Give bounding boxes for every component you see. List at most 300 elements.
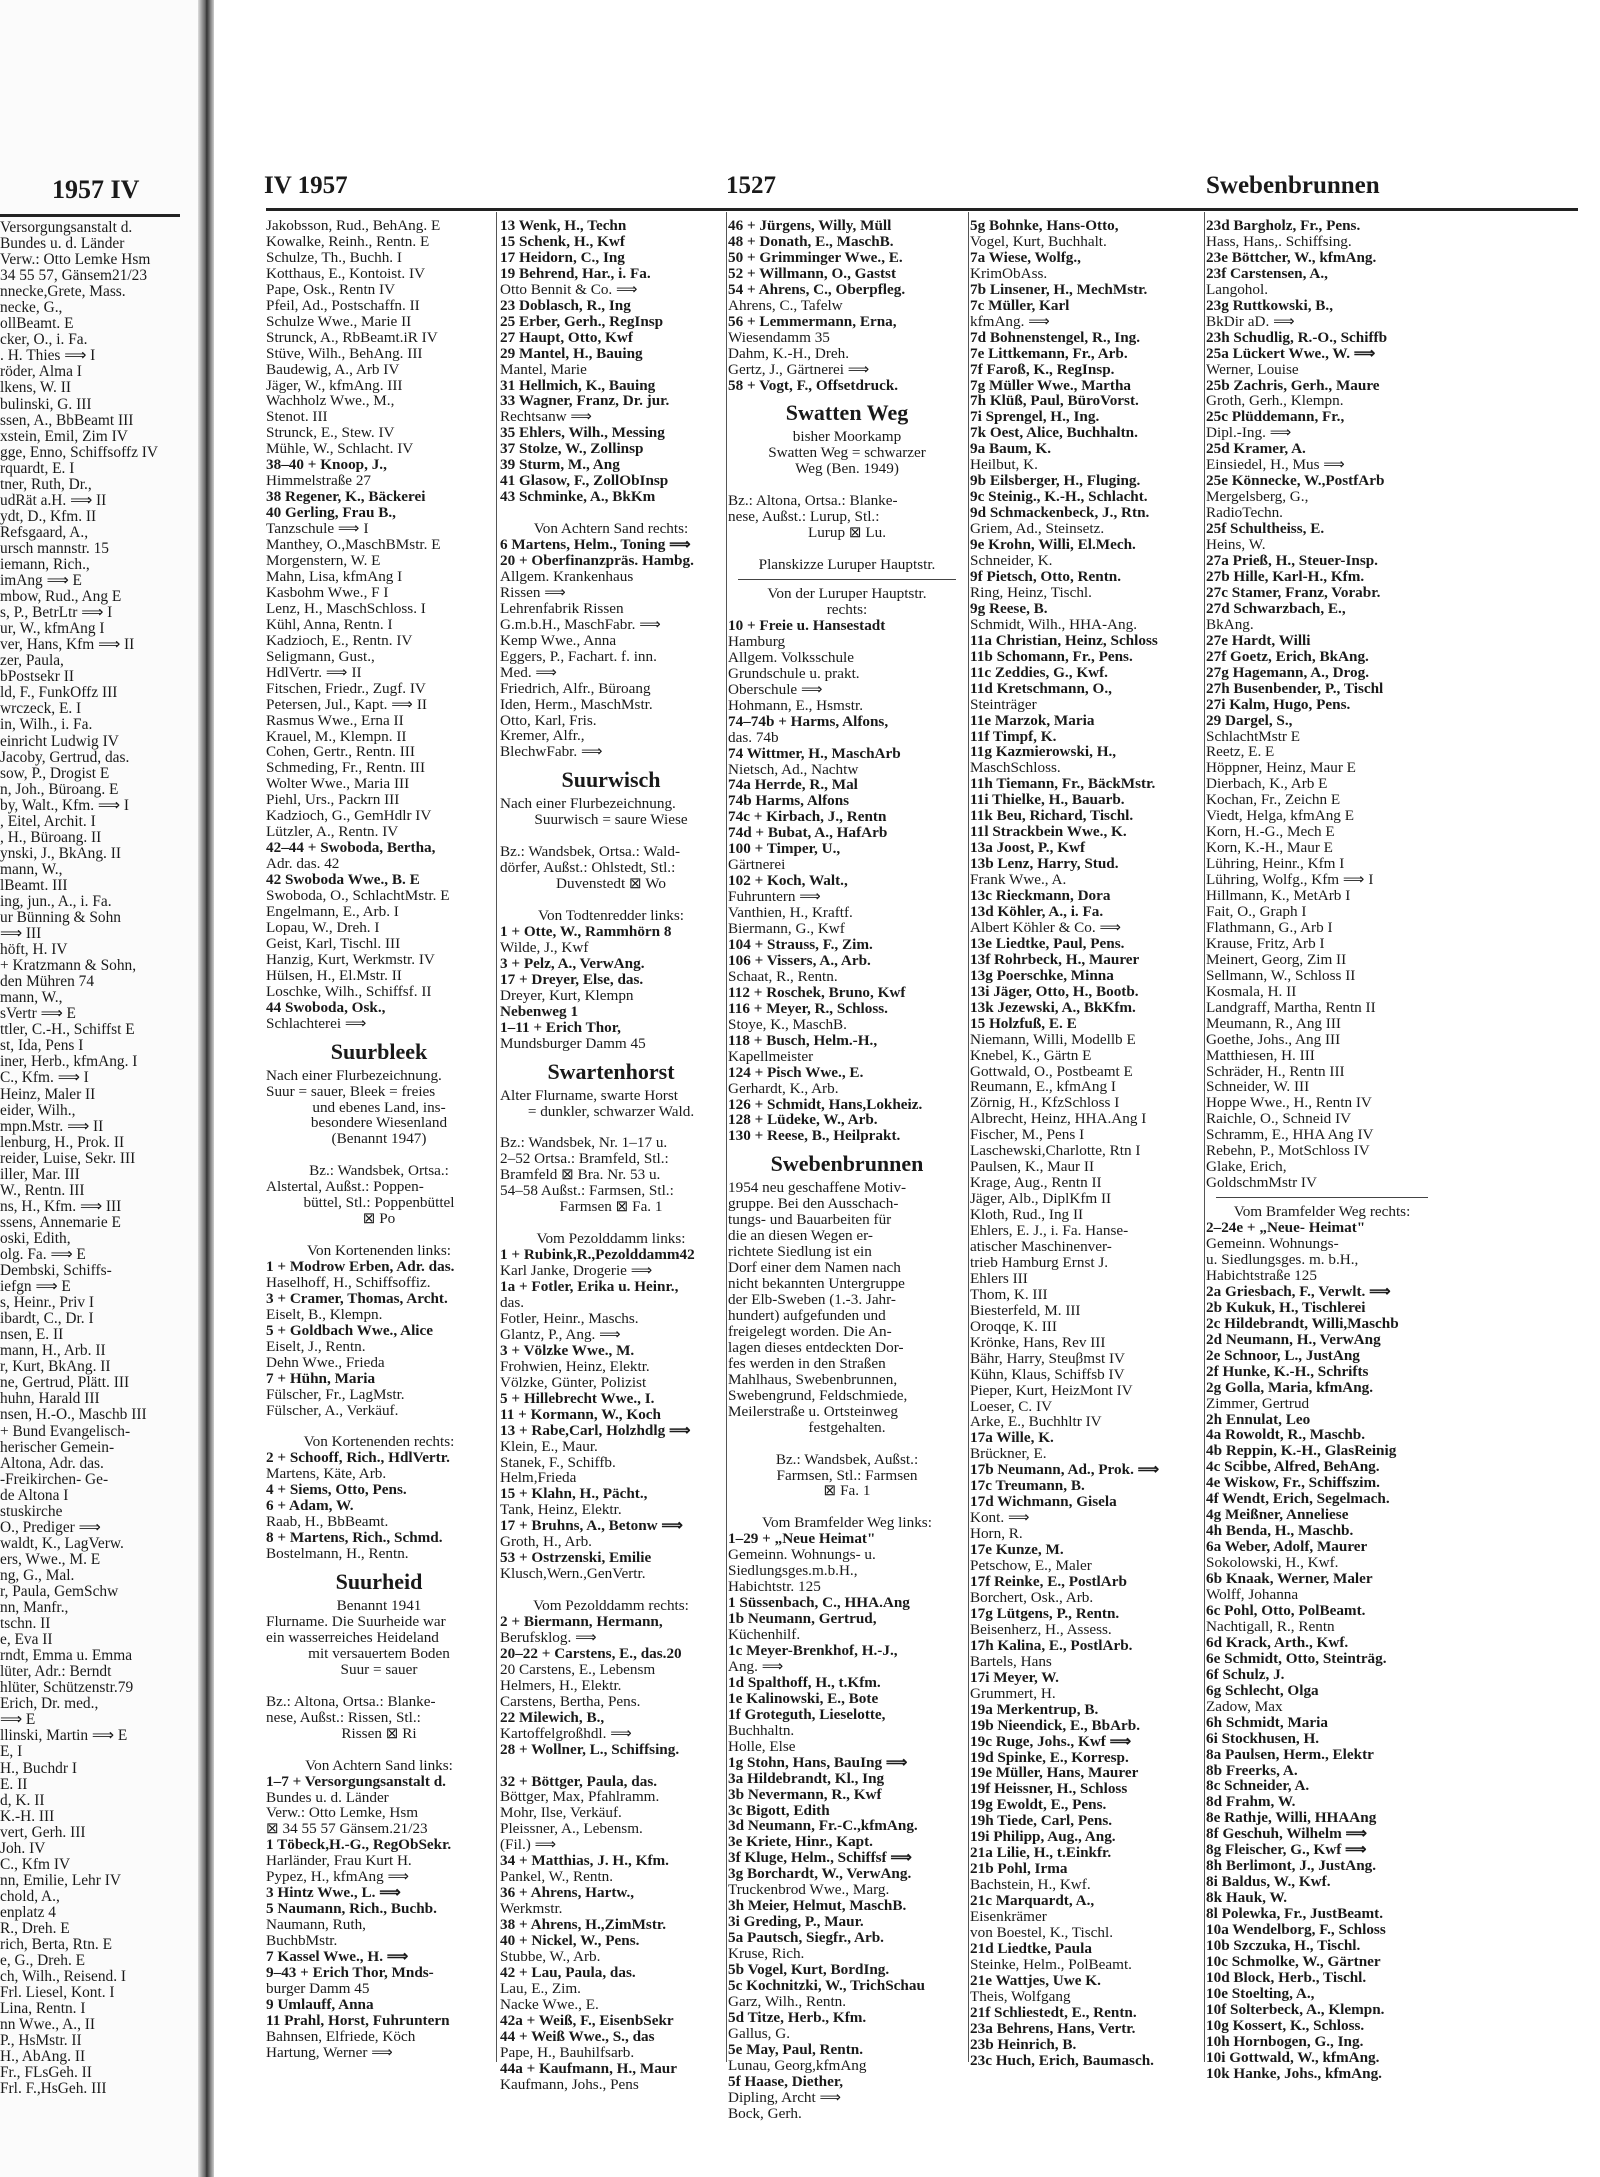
directory-entry: SchlachtMstr E <box>1206 727 1301 745</box>
directory-entry: Holle, Else <box>728 1737 796 1755</box>
left-page-line: nn, Emilie, Lehr IV <box>0 1871 121 1889</box>
directory-entry: 11f Timpf, K. <box>970 727 1057 745</box>
directory-entry: 1–7 + Versorgungsanstalt d. <box>266 1772 446 1790</box>
directory-entry: Hülsen, H., El.Mstr. II <box>266 966 402 984</box>
directory-entry: 17d Wichmann, Gisela <box>970 1493 1117 1511</box>
left-page-line: ur, W., kfmAng I <box>0 620 105 638</box>
directory-entry: 44a + Kaufmann, H., Maur <box>500 2059 677 2077</box>
directory-entry: Dreyer, Kurt, Klempn <box>500 986 634 1004</box>
directory-entry: 21c Marquardt, A., <box>970 1892 1095 1910</box>
directory-entry: BkDir aD. ⟹ <box>1206 312 1295 330</box>
left-page-line: mann, W., <box>0 989 63 1007</box>
directory-entry: besondere Wiesenland <box>310 1114 448 1132</box>
directory-entry: 74a Herrde, R., Mal <box>728 776 858 794</box>
directory-entry: 3 Hintz Wwe., L. ⟹ <box>266 1884 401 1902</box>
directory-entry: 25a Lückert Wwe., W. ⟹ <box>1206 344 1376 362</box>
directory-entry: 3e Kriete, Hinr., Kapt. <box>728 1833 873 1851</box>
directory-entry: Mundsburger Damm 45 <box>500 1034 646 1052</box>
directory-entry: 1 Töbeck,H.-G., RegObSekr. <box>266 1836 452 1854</box>
directory-entry: Petersen, Jul., Kapt. ⟹ II <box>266 695 427 713</box>
right-page <box>214 68 1590 2148</box>
directory-entry: Bz.: Altona, Ortsa.: Blanke- <box>266 1692 436 1710</box>
directory-entry: Gallus, G. <box>728 2024 791 2042</box>
directory-entry: Kremer, Alfr., <box>500 727 585 745</box>
left-page-line: st, Ida, Pens I <box>0 1037 84 1055</box>
street-heading: Swebenbrunnen <box>770 1151 924 1177</box>
directory-entry: 9d Schmackenbeck, J., Rtn. <box>970 504 1150 522</box>
directory-entry: 19f Heissner, H., Schloss <box>970 1780 1128 1798</box>
left-page-line: Erich, Dr. med., <box>0 1695 99 1713</box>
directory-entry: 19i Philipp, Aug., Ang. <box>970 1828 1116 1846</box>
directory-entry: Flathmann, G., Arb I <box>1206 918 1333 936</box>
directory-entry: 17i Meyer, W. <box>970 1668 1059 1686</box>
directory-entry: Kemp Wwe., Anna <box>500 631 617 649</box>
left-page-line: wrczeck, E. I <box>0 700 82 718</box>
directory-entry: Wolff, Johanna <box>1206 1586 1299 1604</box>
directory-entry: Mantel, Marie <box>500 360 587 378</box>
directory-entry: 1f Groteguth, Lieselotte, <box>728 1705 886 1723</box>
directory-entry: das. <box>500 1293 525 1311</box>
left-page-line: iemann, Rich., <box>0 555 90 573</box>
directory-entry: Knebel, K., Gärtn E <box>970 1046 1092 1064</box>
directory-entry: Landgraff, Martha, Rentn II <box>1206 998 1376 1016</box>
directory-entry: 1 Süssenbach, C., HHA.Ang <box>728 1594 910 1612</box>
directory-entry: 25 Erber, Gerh., RegInsp <box>500 312 664 330</box>
directory-entry: 39 Sturm, M., Ang <box>500 456 620 474</box>
directory-entry: 74d + Bubat, A., HafArb <box>728 824 888 842</box>
directory-entry: Himmelstraße 27 <box>266 472 372 490</box>
left-page-line: mann, W., <box>0 860 63 878</box>
directory-entry: Hillmann, K., MetArb I <box>1206 887 1351 905</box>
directory-entry: Beisenherz, H., Assess. <box>970 1620 1112 1638</box>
directory-entry: G.m.b.H., MaschFabr. ⟹ <box>500 615 661 633</box>
directory-entry: 11e Marzok, Maria <box>970 711 1095 729</box>
directory-entry: 17 + Bruhns, A., Betonw ⟹ <box>500 1517 684 1535</box>
directory-entry: Hartung, Werner ⟹ <box>266 2043 393 2061</box>
directory-entry: 27 Haupt, Otto, Kwf <box>500 328 633 346</box>
section-divider <box>1216 1197 1428 1198</box>
directory-entry: Bostelmann, H., Rentn. <box>266 1545 409 1563</box>
directory-entry: bisher Moorkamp <box>792 428 902 446</box>
directory-entry: Von Achtern Sand rechts: <box>533 520 689 538</box>
directory-entry: 4f Wendt, Erich, Segelmach. <box>1206 1490 1390 1508</box>
directory-entry: 10i Gottwald, W., kfmAng. <box>1206 2048 1380 2066</box>
directory-entry: Kruse, Rich. <box>728 1945 805 1963</box>
directory-entry: 27d Schwarzbach, E., <box>1206 599 1346 617</box>
directory-entry: Nietsch, Ad., Nachtw <box>728 760 859 778</box>
directory-entry: 15 Schenk, H., Kwf <box>500 232 625 250</box>
column-divider <box>726 212 727 2062</box>
left-page-line: R., Dreh. E <box>0 1919 70 1937</box>
directory-entry: Langohol. <box>1206 280 1269 298</box>
directory-entry: Völzke, Günter, Polizist <box>500 1373 647 1391</box>
directory-entry: Karl Janke, Drogerie ⟹ <box>500 1262 653 1280</box>
directory-entry: Kosmala, H. II <box>1206 982 1297 1000</box>
page-number: 1527 <box>726 172 776 199</box>
directory-entry: Meinert, Georg, Zim II <box>1206 950 1347 968</box>
directory-entry: Schulze, Th., Buchh. I <box>266 248 402 266</box>
directory-entry: 1 + Otte, W., Rammhörn 8 <box>500 922 672 940</box>
directory-entry: 3a Hildebrandt, Kl., Ing <box>728 1769 885 1787</box>
left-page-line: sow, P., Drogist E <box>0 764 110 782</box>
directory-entry: Strunck, A., RbBeamt.iR IV <box>266 328 438 346</box>
left-page-line: ssens, Annemarie E <box>0 1213 121 1231</box>
directory-entry: 6f Schulz, J. <box>1206 1665 1285 1683</box>
directory-entry: 6c Pohl, Otto, PolBeamt. <box>1206 1601 1366 1619</box>
directory-entry: Vanthien, H., Kraftf. <box>728 904 853 922</box>
left-page-line: . H. Thies ⟹ I <box>0 347 96 365</box>
left-page-line: Jacoby, Gertrud, das. <box>0 748 130 766</box>
directory-entry: Fischer, M., Pens I <box>970 1126 1085 1144</box>
directory-entry: Pape, Osk., Rentn IV <box>266 280 396 298</box>
directory-entry: 74–74b + Harms, Alfons, <box>728 712 889 730</box>
left-page-line: ng, G., Mal. <box>0 1566 75 1584</box>
left-page-line: ld, F., FunkOffz III <box>0 684 118 702</box>
directory-entry: 13 Wenk, H., Techn <box>500 218 627 234</box>
page-header-volume: IV 1957 <box>264 172 348 199</box>
directory-entry: Böttger, Max, Pfahlramm. <box>500 1788 660 1806</box>
directory-entry: 7f Faroß, K., RegInsp. <box>970 360 1115 378</box>
directory-entry: Pleissner, A., Lebensm. <box>500 1820 643 1838</box>
directory-entry: Bundes u. d. Länder <box>266 1788 389 1806</box>
left-page-line: rich, Berta, Rtn. E <box>0 1936 112 1954</box>
directory-entry: 128 + Lüdeke, W., Arb. <box>728 1111 878 1129</box>
directory-entry: 116 + Meyer, R., Schloss. <box>728 999 888 1017</box>
directory-entry: 22 Milewich, B., <box>500 1708 605 1726</box>
directory-entry: Dorf einer dem Namen nach <box>728 1259 901 1277</box>
left-page-line: s, P., BetrLtr ⟹ I <box>0 604 113 622</box>
directory-entry: Tanzschule ⟹ I <box>266 520 369 538</box>
directory-entry: 7c Müller, Karl <box>970 296 1070 314</box>
directory-entry: 8a Paulsen, Herm., Elektr <box>1206 1745 1374 1763</box>
left-page-line: einricht Ludwig IV <box>0 732 119 750</box>
directory-entry: Vogel, Kurt, Buchhalt. <box>970 232 1107 250</box>
directory-entry <box>266 1742 492 1758</box>
directory-entry: Berufsklog. ⟹ <box>500 1628 597 1646</box>
left-page-line: herischer Gemein- <box>0 1438 115 1456</box>
directory-entry: 20 Carstens, E., Lebensm <box>500 1660 656 1678</box>
directory-entry: 27e Hardt, Willi <box>1206 631 1311 649</box>
directory-entry: Nachtigall, R., Rentn <box>1206 1617 1335 1635</box>
header-rule <box>266 208 1578 211</box>
left-page-line: , Eitel, Archit. I <box>0 812 96 830</box>
directory-entry: 25b Zachris, Gerh., Maure <box>1206 376 1380 394</box>
directory-entry: Garz, Wilh., Rentn. <box>728 1992 847 2010</box>
directory-entry: Adr. das. 42 <box>266 855 340 873</box>
directory-entry: Hamburg <box>728 632 786 650</box>
directory-entry <box>500 1215 722 1231</box>
left-page-line: P., HsMstr. II <box>0 2032 82 2050</box>
directory-entry: dörfer, Außst.: Ohlstedt, Stl.: <box>500 859 676 877</box>
directory-entry: Duvenstedt ⊠ Wo <box>556 875 666 893</box>
directory-entry: Frank Wwe., A. <box>970 871 1067 889</box>
directory-entry: 8c Schneider, A. <box>1206 1777 1310 1795</box>
directory-entry: 17a Wille, K. <box>970 1429 1054 1447</box>
directory-entry: Hanzig, Kurt, Werkmstr. IV <box>266 950 435 968</box>
directory-entry: Eiselt, B., Klempn. <box>266 1305 383 1323</box>
directory-entry: Sellmann, W., Schloss II <box>1206 966 1356 984</box>
directory-entry: 21a Lilie, H., t.Einkfr. <box>970 1844 1112 1862</box>
directory-entry: 13f Rohrbeck, H., Maurer <box>970 950 1140 968</box>
directory-entry: ein wasserreiches Heideland <box>266 1629 439 1647</box>
directory-entry: nese, Außst.: Lurup, Stl.: <box>728 508 880 526</box>
directory-entry: 9–43 + Erich Thor, Mnds- <box>266 1964 434 1981</box>
directory-entry: Wilde, J., Kwf <box>500 938 589 956</box>
directory-entry: Wachholz Wwe., M., <box>266 392 395 410</box>
directory-entry: 25d Kramer, A. <box>1206 440 1306 458</box>
left-page-line: mbow, Rud., Ang E <box>0 588 122 606</box>
directory-entry: 3g Borchardt, W., VerwAng. <box>728 1865 912 1883</box>
directory-entry: 17 Heidorn, C., Ing <box>500 248 625 266</box>
directory-entry: 9g Reese, B. <box>970 599 1048 617</box>
directory-entry: Helmers, H., Elektr. <box>500 1676 622 1694</box>
directory-entry: = dunkler, schwarzer Wald. <box>527 1102 695 1120</box>
left-page-line: n, Joh., Büroang. E <box>0 780 119 798</box>
directory-entry: Allgem. Volksschule <box>728 648 854 666</box>
directory-entry: 48 + Donath, E., MaschB. <box>728 232 894 250</box>
directory-entry: BuchbMstr. <box>266 1932 338 1950</box>
directory-entry: 13g Poerschke, Minna <box>970 966 1114 984</box>
directory-entry: KrimObAss. <box>970 264 1048 282</box>
directory-entry: Cohen, Gertr., Rentn. III <box>266 743 415 761</box>
directory-entry: 6 + Adam, W. <box>266 1497 354 1515</box>
directory-entry: 5a Pautsch, Siegfr., Arb. <box>728 1929 884 1947</box>
directory-entry: Reumann, E., kfmAng I <box>970 1078 1116 1096</box>
directory-entry: 112 + Roschek, Bruno, Kwf <box>728 983 906 1001</box>
left-page-line: udRät a.H. ⟹ II <box>0 491 107 509</box>
left-page-line: d, K. II <box>0 1791 45 1809</box>
directory-entry: Friedrich, Alfr., Büroang <box>500 679 651 697</box>
left-page-line: ers, Wwe., M. E <box>0 1550 101 1568</box>
directory-entry: Lenz, H., MaschSchloss. I <box>266 599 426 617</box>
left-page-line: + Kratzmann & Sohn, <box>0 957 137 975</box>
directory-entry: 23c Huch, Erich, Baumasch. <box>970 2051 1154 2069</box>
left-page-line: 34 55 57, Gänsem21/23 <box>0 267 148 285</box>
directory-entry: Theis, Wolfgang <box>970 1987 1071 2005</box>
directory-entry: fes werden in den Straßen <box>728 1354 886 1372</box>
directory-entry <box>728 477 966 493</box>
directory-entry: Kadzioch, E., Rentn. IV <box>266 631 413 649</box>
directory-entry: 3h Meier, Helmut, MaschB. <box>728 1897 907 1915</box>
directory-entry: 19d Spinke, E., Korresp. <box>970 1748 1129 1766</box>
directory-entry: 23f Carstensen, A., <box>1206 264 1328 282</box>
left-page-line: zer, Paula, <box>0 652 64 670</box>
street-heading: Suurwisch <box>561 767 661 793</box>
directory-entry: 11g Kazmierowski, H., <box>970 743 1117 761</box>
left-page-line: llinski, Martin ⟹ E <box>0 1727 128 1745</box>
directory-entry: nese, Außst.: Rissen, Stl.: <box>266 1708 421 1726</box>
left-page-line: xstein, Emil, Zim IV <box>0 427 128 445</box>
directory-entry: 13 + Rabe,Carl, Holzhdlg ⟹ <box>500 1421 691 1439</box>
directory-entry: Lopau, W., Dreh. I <box>266 918 380 936</box>
directory-entry: 9a Baum, K. <box>970 440 1052 458</box>
left-page-line: stuskirche <box>0 1502 63 1520</box>
directory-entry: Bachstein, H., Kwf. <box>970 1876 1091 1894</box>
directory-entry <box>500 505 722 521</box>
directory-entry: Krause, Fritz, Arb I <box>1206 934 1325 952</box>
left-page-line: e, Eva II <box>0 1631 53 1649</box>
directory-entry: 19g Ewoldt, E., Pens. <box>970 1796 1107 1814</box>
left-page-line: hlüter, Schützenstr.79 <box>0 1679 134 1697</box>
directory-entry: 4g Meißner, Anneliese <box>1206 1506 1349 1524</box>
directory-entry <box>500 1120 722 1136</box>
directory-entry: Gottwald, O., Postbeamt E <box>970 1062 1133 1080</box>
directory-entry: 11h Tiemann, Fr., BäckMstr. <box>970 775 1156 793</box>
directory-entry: 1b Neumann, Gertrud, <box>728 1610 877 1628</box>
left-page-line: ttler, C.-H., Schiffst E <box>0 1021 135 1039</box>
directory-entry: Alter Flurname, swarte Horst <box>500 1086 678 1104</box>
directory-entry: Planskizze Luruper Hauptstr. <box>758 556 936 574</box>
directory-entry: 3i Greding, P., Maur. <box>728 1913 864 1931</box>
directory-entry: 2e Schnoor, L., JustAng <box>1206 1346 1360 1364</box>
directory-entry: 124 + Pisch Wwe., E. <box>728 1063 864 1081</box>
directory-entry: 7a Wiese, Wolfg., <box>970 248 1081 266</box>
directory-entry <box>266 1678 492 1694</box>
directory-entry: Werner, Louise <box>1206 360 1299 378</box>
directory-entry: 19e Müller, Hans, Maurer <box>970 1764 1139 1782</box>
directory-entry: 5f Haase, Diether, <box>728 2072 844 2090</box>
left-page-line: W., Rentn. III <box>0 1181 85 1199</box>
directory-entry: 4c Scibbe, Alfred, BehAng. <box>1206 1458 1380 1476</box>
directory-entry: HdlVertr. ⟹ II <box>266 663 362 681</box>
directory-entry: Vom Bramfelder Weg links: <box>762 1514 932 1532</box>
directory-entry: 7k Oest, Alice, Buchhaltn. <box>970 424 1138 442</box>
left-page-line: nnecke,Grete, Mass. <box>0 283 126 301</box>
directory-entry: 8h Berlimont, J., JustAng. <box>1206 1857 1377 1875</box>
directory-entry: 10g Kossert, K., Schloss. <box>1206 2016 1365 2034</box>
directory-entry: Pieper, Kurt, HeizMont IV <box>970 1381 1133 1399</box>
column-2 <box>500 218 722 2093</box>
left-page-line: röder, Alma I <box>0 363 82 381</box>
left-page-line: lenburg, H., Prok. II <box>0 1133 125 1151</box>
left-page-line: den Mühren 74 <box>0 973 95 991</box>
directory-entry: Steinträger <box>970 695 1037 713</box>
directory-entry: Flurname. Die Suurheide war <box>266 1613 446 1631</box>
directory-entry: 31 Hellmich, K., Bauing <box>500 376 656 394</box>
directory-entry: Swoboda, O., SchlachtMstr. E <box>266 887 450 905</box>
directory-entry: Horn, R. <box>970 1525 1023 1543</box>
directory-entry: Kochan, Fr., Zeichn E <box>1206 791 1341 809</box>
directory-entry: Glantz, P., Ang. ⟹ <box>500 1325 621 1343</box>
left-page-line: nsen, E. II <box>0 1326 64 1344</box>
directory-entry: 3f Kluge, Helm., Schiffsf ⟹ <box>728 1849 913 1867</box>
directory-entry: GoldschmMstr IV <box>1206 1174 1317 1192</box>
directory-entry: ⊠ Po <box>362 1210 396 1228</box>
left-page-header: 1957 IV <box>52 175 140 204</box>
directory-entry: atischer Maschinenver- <box>970 1238 1112 1255</box>
directory-entry <box>500 1582 722 1598</box>
directory-entry: 7e Littkemann, Fr., Arb. <box>970 344 1128 362</box>
left-page-line: bPostsekr II <box>0 668 74 686</box>
directory-entry: 15 + Klahn, H., Pächt., <box>500 1485 648 1503</box>
directory-entry: Kont. ⟹ <box>970 1509 1030 1527</box>
directory-entry: Mergelsberg, G., <box>1206 488 1309 506</box>
directory-entry: Wiesendamm 35 <box>728 328 830 346</box>
directory-entry: Kapellmeister <box>728 1047 814 1065</box>
directory-entry: 38 + Ahrens, H.,ZimMstr. <box>500 1916 667 1934</box>
directory-entry: 8f Geschuh, Wilhelm ⟹ <box>1206 1825 1368 1843</box>
directory-entry: 52 + Willmann, O., Gastst <box>728 264 897 282</box>
directory-entry: Pfeil, Ad., Postschaffn. II <box>266 296 420 314</box>
directory-entry: 9e Krohn, Willi, El.Mech. <box>970 536 1136 554</box>
directory-entry: 17e Kunze, M. <box>970 1541 1064 1559</box>
left-page-line: O., Prediger ⟹ <box>0 1518 101 1536</box>
directory-entry: 25e Könnecke, W.,PostfArb <box>1206 472 1385 490</box>
directory-entry: Fotler, Heinr., Maschs. <box>500 1309 639 1327</box>
directory-entry: Med. ⟹ <box>500 663 558 681</box>
left-page-line: ydt, D., Kfm. II <box>0 507 97 525</box>
directory-entry: von Boestel, K., Tischl. <box>970 1923 1114 1941</box>
directory-entry: 5d Titze, Herb., Kfm. <box>728 2008 867 2026</box>
directory-entry: Helm,Frieda <box>500 1469 577 1487</box>
directory-entry: 10 + Freie u. Hansestadt <box>728 616 886 634</box>
directory-entry: 8g Fleischer, G., Kwf ⟹ <box>1206 1841 1367 1859</box>
directory-entry: Harländer, Frau Kurt H. <box>266 1852 412 1870</box>
directory-entry: Borchert, Osk., Arb. <box>970 1588 1094 1606</box>
directory-entry: Albrecht, Heinz, HHA.Ang I <box>970 1110 1147 1128</box>
directory-entry: 33 Wagner, Franz, Dr. jur. <box>500 392 670 410</box>
directory-entry: 10b Szczuka, H., Tischl. <box>1206 1936 1361 1954</box>
directory-entry: Heilbut, K. <box>970 456 1038 474</box>
left-page-line: iller, Mar. III <box>0 1165 80 1183</box>
directory-entry: 13a Joost, P., Kwf <box>970 839 1086 857</box>
directory-entry: 6d Krack, Arth., Kwf. <box>1206 1633 1349 1651</box>
left-page-line: + Bund Evangelisch- <box>0 1422 131 1440</box>
directory-entry: Bz.: Wandsbek, Außst.: <box>775 1450 919 1468</box>
directory-entry: 23b Heinrich, B. <box>970 2035 1077 2053</box>
section-divider <box>738 579 956 580</box>
directory-entry: 6h Schmidt, Maria <box>1206 1713 1328 1731</box>
directory-entry: Schmidt, Wilh., HHA-Ang. <box>970 615 1138 633</box>
column-3 <box>728 218 966 2122</box>
directory-entry: 50 + Grimminger Wwe., E. <box>728 248 903 266</box>
left-page-line: Verw.: Otto Lemke Hsm <box>0 251 151 269</box>
directory-entry: Kadzioch, G., GemHdlr IV <box>266 807 432 825</box>
left-page-line: ver, Hans, Kfm ⟹ II <box>0 636 135 654</box>
directory-entry: RadioTechn. <box>1206 504 1283 522</box>
directory-entry: 100 + Timper, U., <box>728 840 841 858</box>
directory-entry: Rasmus Wwe., Erna II <box>266 711 404 729</box>
directory-entry: 13b Lenz, Harry, Stud. <box>970 855 1119 873</box>
directory-entry: Meumann, R., Ang III <box>1206 1014 1341 1032</box>
directory-entry: 32 + Böttger, Paula, das. <box>500 1772 658 1790</box>
directory-entry: 37 Stolze, W., Zollinsp <box>500 440 644 458</box>
directory-entry: Lurup ⊠ Lu. <box>807 524 887 542</box>
left-page-line: H., AbAng. II <box>0 2048 86 2066</box>
directory-entry: 44 Swoboda, Osk., <box>266 998 386 1016</box>
directory-entry: Lützler, A., Rentn. IV <box>266 823 399 841</box>
directory-entry: 9c Steinig., K.-H., Schlacht. <box>970 488 1148 506</box>
directory-entry: Vom Pezolddamm rechts: <box>533 1597 689 1615</box>
directory-entry: Glake, Erich, <box>1206 1158 1287 1176</box>
directory-entry: 44 + Weiß Wwe., S., das <box>500 2027 655 2045</box>
directory-entry: Suur = sauer, Bleek = freies <box>266 1082 436 1100</box>
directory-entry: 11k Beu, Richard, Tischl. <box>970 807 1134 825</box>
directory-entry: 27g Hagemann, A., Drog. <box>1206 663 1369 681</box>
directory-entry: 8i Baldus, W., Kwf. <box>1206 1873 1331 1891</box>
directory-entry: Nach einer Flurbezeichnung. <box>500 795 676 813</box>
directory-entry: Klusch,Wern.,GenVertr. <box>500 1565 646 1583</box>
left-page-line: E. II <box>0 1775 28 1793</box>
directory-entry: gruppe. Bei den Ausschach- <box>728 1195 899 1213</box>
directory-entry: Ehlers, E. J., i. Fa. Hanse- <box>970 1222 1129 1240</box>
column-divider <box>1204 212 1205 2062</box>
directory-entry: Haselhoff, H., Schiffsoffiz. <box>266 1273 431 1291</box>
directory-entry: 2–52 Ortsa.: Bramfeld, Stl.: <box>500 1150 669 1168</box>
directory-entry: Dipling, Archt ⟹ <box>728 2088 842 2106</box>
directory-entry: Raab, H., BbBeamt. <box>266 1513 389 1531</box>
directory-entry: Kasbohm Wwe., F I <box>266 583 389 601</box>
